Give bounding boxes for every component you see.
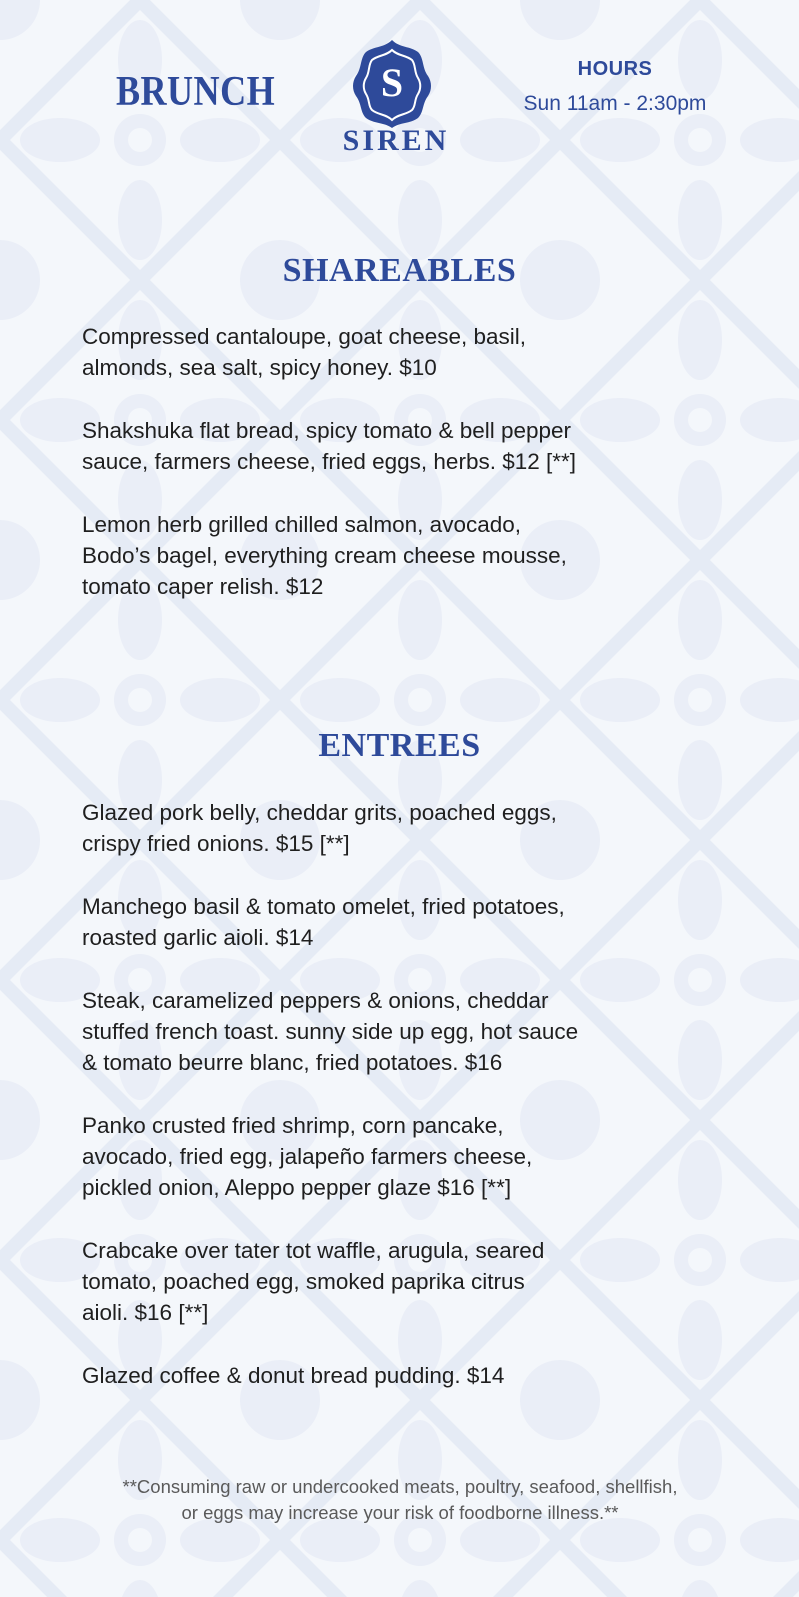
disclaimer-line: **Consuming raw or undercooked meats, poultry, seafood, shellfish,: [122, 1476, 678, 1497]
menu-item: [82, 321, 732, 383]
disclaimer-line: or eggs may increase your risk of foodborne illness.**: [181, 1502, 619, 1523]
entrees-list: [82, 797, 732, 1423]
hours-value: Sun 11am - 2:30pm: [523, 92, 707, 115]
menu-item: [82, 1110, 732, 1203]
foodborne-illness-disclaimer: [20, 1474, 780, 1526]
menu-item-line: Steak, caramelized peppers & onions, cheddar: [82, 988, 549, 1013]
menu-item-line: Lemon herb grilled chilled salmon, avocado,: [82, 512, 522, 537]
logo-initial: S: [380, 60, 404, 105]
menu-item-line: Panko crusted fried shrimp, corn pancake,: [82, 1113, 504, 1138]
menu-item-line: Bodo’s bagel, everything cream cheese mousse,: [82, 543, 567, 568]
section-heading-entrees: ENTREES: [318, 727, 481, 764]
brand-name: SIREN: [342, 124, 450, 157]
menu-item: [82, 1360, 732, 1391]
menu-item-line: Shakshuka flat bread, spicy tomato & bell pepper: [82, 418, 572, 443]
shareables-list: [82, 321, 732, 634]
menu-item-line: & tomato beurre blanc, fried potatoes. $16: [82, 1050, 503, 1075]
menu-item-line: roasted garlic aioli. $14: [82, 925, 314, 950]
menu-item-line: sauce, farmers cheese, fried eggs, herbs. $12 [**]: [82, 449, 577, 474]
menu-title: BRUNCH: [116, 69, 276, 115]
siren-logo-icon: [352, 38, 432, 128]
menu-item: [82, 415, 732, 477]
menu-item-line: tomato caper relish. $12: [82, 574, 324, 599]
section-heading-shareables: SHAREABLES: [282, 252, 517, 289]
menu-item-line: Crabcake over tater tot waffle, arugula, seared: [82, 1238, 545, 1263]
menu-item-line: tomato, poached egg, smoked paprika citrus: [82, 1269, 525, 1294]
menu-item-line: almonds, sea salt, spicy honey. $10: [82, 355, 437, 380]
menu-item-line: Manchego basil & tomato omelet, fried potatoes,: [82, 894, 565, 919]
menu-item-line: Glazed pork belly, cheddar grits, poached eggs,: [82, 800, 557, 825]
menu-item: [82, 509, 732, 602]
hours-label: HOURS: [577, 58, 653, 80]
menu-item-line: Compressed cantaloupe, goat cheese, basil,: [82, 324, 527, 349]
menu-item-line: crispy fried onions. $15 [**]: [82, 831, 350, 856]
menu-item: [82, 797, 732, 859]
menu-item: [82, 1235, 732, 1328]
menu-item: [82, 985, 732, 1078]
menu-item-line: stuffed french toast. sunny side up egg, hot sauce: [82, 1019, 579, 1044]
menu-item-line: aioli. $16 [**]: [82, 1300, 209, 1325]
menu-item: [82, 891, 732, 953]
menu-item-line: avocado, fried egg, jalapeño farmers cheese,: [82, 1144, 533, 1169]
menu-item-line: pickled onion, Aleppo pepper glaze $16 [**]: [82, 1175, 512, 1200]
menu-item-line: Glazed coffee & donut bread pudding. $14: [82, 1363, 505, 1388]
